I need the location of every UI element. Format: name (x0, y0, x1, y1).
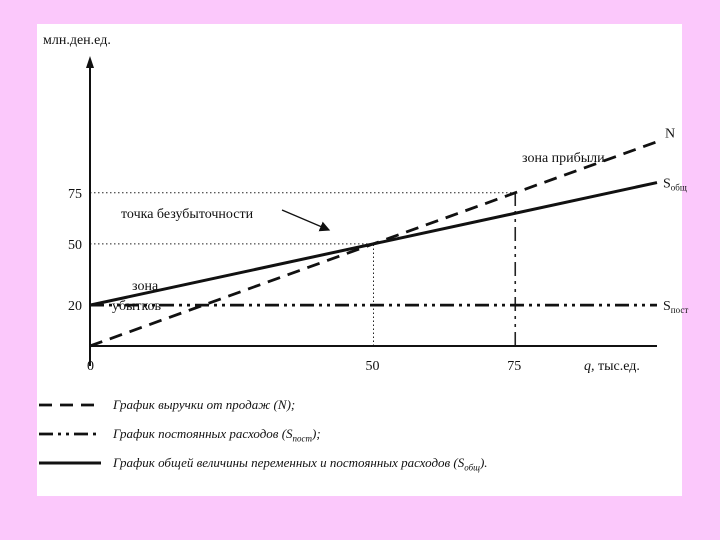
legend-swatch (37, 394, 107, 414)
series-label-S_fixed: $S_{пост}$ (663, 299, 689, 316)
y-tick-label: 50 (68, 237, 82, 253)
profit-zone-label: зона прибыли (522, 151, 605, 166)
legend-swatch (37, 423, 107, 443)
loss-zone-label-line1: зона (132, 279, 159, 294)
slide (37, 24, 689, 496)
legend-label: График общей величины переменных и постоянных расходов $(S_{общ})$. (113, 455, 488, 473)
x-tick-label: 50 (365, 359, 380, 374)
break-even-arrow (282, 210, 329, 230)
legend-item (37, 452, 682, 478)
y-axis-arrow-icon (86, 56, 94, 68)
series-label-N: N (665, 126, 676, 142)
y-tick-label: 20 (68, 299, 82, 315)
break-even-chart (37, 24, 689, 384)
x-axis-label: q, тыс.ед. (584, 359, 640, 374)
y-tick-label: 75 (68, 186, 82, 202)
break-even-label: точка безубыточности (121, 207, 254, 222)
series-label-S_total: $S_{общ}$ (663, 176, 687, 193)
x-tick-label: 75 (507, 359, 522, 374)
legend-item (37, 423, 682, 449)
legend-label: График постоянных расходов $(S_{пост})$; (113, 426, 321, 444)
legend-label: График выручки от продаж (N); (113, 397, 296, 412)
y-axis-label: млн.ден.ед. (43, 33, 111, 48)
legend (37, 384, 682, 494)
origin-label: 0 (87, 359, 94, 374)
legend-item (37, 394, 682, 420)
series-labels (663, 127, 688, 315)
legend-swatch (37, 452, 107, 472)
loss-zone-label-line2: убытков (112, 299, 162, 314)
